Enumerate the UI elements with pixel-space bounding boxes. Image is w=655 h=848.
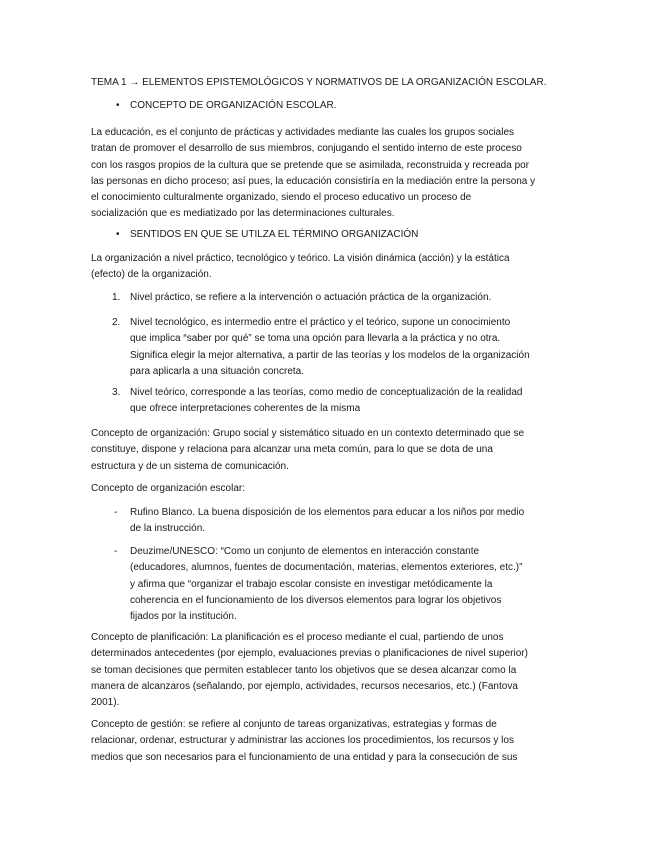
text-line: para aplicarla a una situación concreta. xyxy=(130,365,304,377)
text-line: que ofrece interpretaciones coherentes de la misma xyxy=(130,403,361,415)
text-line: constituye, dispone y relaciona para alcanzar una meta común, para lo que se dota de una xyxy=(91,444,493,456)
text-line: Nivel tecnológico, es intermedio entre el práctico y el teórico, supone un conocimiento xyxy=(130,317,511,328)
paragraph xyxy=(91,630,528,711)
text-line: que implica “saber por qué” se toma una opción para llevarla a la práctica y no otra. xyxy=(130,333,501,345)
text-line: 2001). xyxy=(91,697,120,708)
text-line: coherencia en el funcionamiento de los diversos elementos para lograr los objetivos xyxy=(130,594,502,606)
text-line: (educadores, alumnos, fuentes de documentación, materias, elementos exteriores, etc.)” xyxy=(130,562,523,574)
paragraph xyxy=(91,426,524,475)
text-line: Nivel práctico, se refiere a la intervención o actuación práctica de la organización. xyxy=(130,292,492,303)
text-line: estructura y de un sistema de comunicación. xyxy=(91,460,289,472)
list-number: 3. xyxy=(112,387,121,398)
document-title: TEMA 1 → ELEMENTOS EPISTEMOLÓGICOS Y NORMATIVOS DE LA ORGANIZACIÓN ESCOLAR. xyxy=(91,77,547,88)
dash-marker: - xyxy=(114,546,118,557)
paragraph xyxy=(91,125,535,223)
text-line: de la instrucción. xyxy=(130,523,206,535)
paragraph xyxy=(91,251,510,284)
list-number: 2. xyxy=(112,317,121,328)
text-line: (efecto) de la organización. xyxy=(91,269,212,281)
list-item xyxy=(130,544,522,625)
section-heading: SENTIDOS EN QUE SE UTILZA EL TÉRMINO ORGANIZACIÓN xyxy=(130,229,419,240)
text-line: socialización que es mediatizado por las determinaciones culturales. xyxy=(91,208,395,220)
text-line: medios que son necesarios para el funcionamiento de una entidad y para la consecución de sus xyxy=(91,751,518,763)
text-line: tratan de promover el desarrollo de sus miembros, conjugando el sentido interno de este proceso xyxy=(91,143,522,155)
text-line: y afirma que “organizar el trabajo escolar consiste en investigar metódicamente la xyxy=(130,578,493,590)
text-line: manera de alcanzaros (señalando, por ejemplo, actividades, recursos necesarios, etc.) (Fantova xyxy=(91,680,518,692)
paragraph xyxy=(91,717,517,766)
text-line: La organización a nivel práctico, tecnológico y teórico. La visión dinámica (acción) y la estática xyxy=(91,253,510,264)
text-line: las personas en dicho proceso; así pues, la educación consistiría en la mediación entre la persona y xyxy=(91,175,536,187)
text-line: el conocimiento culturalmente organizado, siendo el proceso educativo un proceso de xyxy=(91,192,472,203)
text-line: relacionar, ordenar, estructurar y administrar las acciones los procedimientos, los recursos y los xyxy=(91,735,514,747)
bullet-marker: • xyxy=(116,229,120,240)
text-line: La educación, es el conjunto de prácticas y actividades mediante las cuales los grupos sociales xyxy=(91,127,515,138)
list-item xyxy=(130,505,524,538)
text-line: Significa elegir la mejor alternativa, a partir de las teorías y los modelos de la organización xyxy=(130,349,530,361)
text-line: Concepto de organización escolar: xyxy=(91,483,245,494)
text-line: Concepto de organización: Grupo social y sistemático situado en un contexto determinado que se xyxy=(91,428,525,439)
text-line: con los rasgos propios de la cultura que se pretende que se asimilada, reconstruida y recreada por xyxy=(91,159,530,171)
bullet-marker: • xyxy=(116,100,120,111)
text-line: fijados por la institución. xyxy=(130,611,237,622)
list-item xyxy=(130,315,530,380)
list-item xyxy=(130,290,491,306)
list-item xyxy=(130,385,522,418)
text-line: Nivel teórico, corresponde a las teorías, como medio de conceptualización de la realidad xyxy=(130,387,523,398)
list-number: 1. xyxy=(112,292,121,303)
paragraph xyxy=(91,481,245,497)
text-line: Concepto de planificación: La planificación es el proceso mediante el cual, partiendo de unos xyxy=(91,632,504,643)
dash-marker: - xyxy=(114,507,118,518)
text-line: se toman decisiones que permiten establecer tanto los objetivos que se desea alcanzar como la xyxy=(91,664,517,676)
text-line: determinados antecedentes (por ejemplo, evaluaciones previas o planificaciones de nivel superior) xyxy=(91,648,528,660)
text-line: Deuzime/UNESCO: “Como un conjunto de elementos en interacción constante xyxy=(130,546,480,557)
text-line: Rufino Blanco. La buena disposición de los elementos para educar a los niños por medio xyxy=(130,507,525,518)
text-line: Concepto de gestión: se refiere al conjunto de tareas organizativas, estrategias y formas de xyxy=(91,719,497,730)
section-heading: CONCEPTO DE ORGANIZACIÓN ESCOLAR. xyxy=(130,100,337,111)
